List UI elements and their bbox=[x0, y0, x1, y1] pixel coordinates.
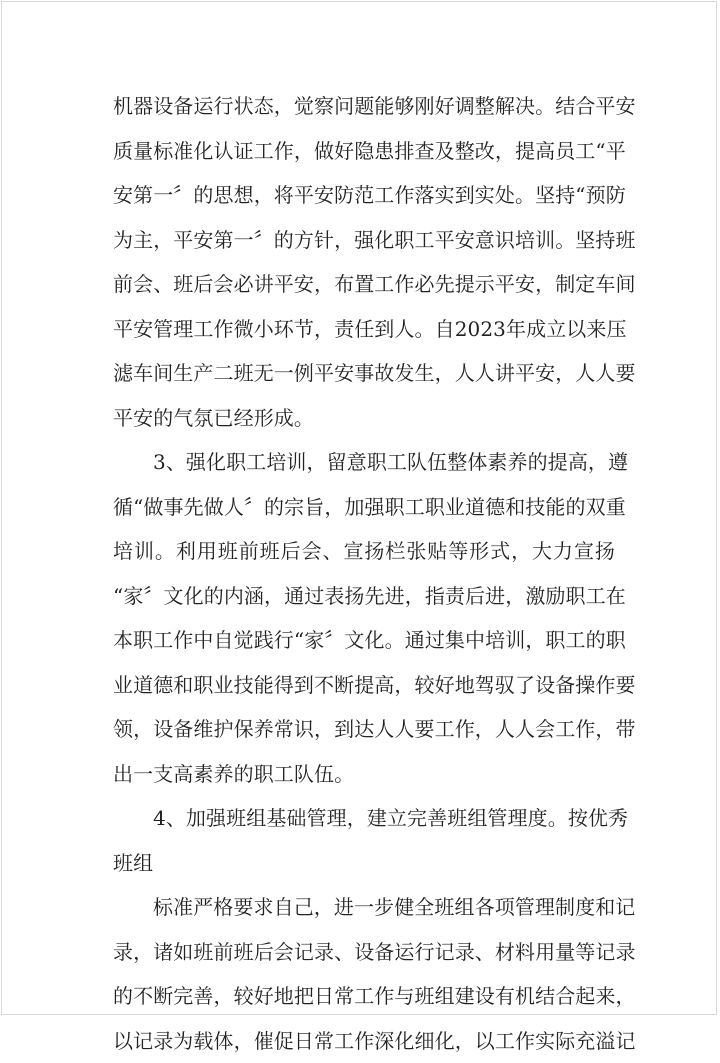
text-line: 滤车间生产二班无一例平安事故发生，人人讲平安，人人要 bbox=[113, 351, 615, 396]
text-line: 3、强化职工培训，留意职工队伍整体素养的提高，遵 bbox=[113, 440, 615, 485]
text-line: 标准严格要求自己，进一步健全班组各项管理制度和记 bbox=[113, 885, 615, 930]
text-line: “家〞文化的内涵，通过表扬先进，指责后进，激励职工在 bbox=[113, 574, 615, 619]
document-page bbox=[1, 1, 717, 1015]
text-line: 录，诸如班前班后会记录、设备运行记录、材料用量等记录 bbox=[113, 930, 615, 975]
text-line: 平安的气氛已经形成。 bbox=[113, 396, 615, 441]
text-line: 平安管理工作微小环节，责任到人。自2023年成立以来压 bbox=[113, 307, 615, 352]
text-line: 的不断完善，较好地把日常工作与班组建设有机结合起来， bbox=[113, 974, 615, 1019]
text-line: 质量标准化认证工作，做好隐患排查及整改，提高员工“平 bbox=[113, 129, 615, 174]
text-line: 领，设备维护保养常识，到达人人要工作，人人会工作，带 bbox=[113, 707, 615, 752]
text-line: 4、加强班组基础管理，建立完善班组管理度。按优秀 bbox=[113, 796, 615, 841]
text-line: 前会、班后会必讲平安，布置工作必先提示平安，制定车间 bbox=[113, 262, 615, 307]
text-line: 循“做事先做人〞的宗旨，加强职工职业道德和技能的双重 bbox=[113, 485, 615, 530]
text-line: 安第一〞的思想，将平安防范工作落实到实处。坚持“预防 bbox=[113, 173, 615, 218]
text-line: 出一支高素养的职工队伍。 bbox=[113, 752, 615, 797]
text-line: 以记录为载体，催促日常工作深化细化，以工作实际充溢记 bbox=[113, 1019, 615, 1063]
text-line: 班组 bbox=[113, 841, 615, 886]
text-line: 业道德和职业技能得到不断提高，较好地驾驭了设备操作要 bbox=[113, 663, 615, 708]
text-line: 本职工作中自觉践行“家〞文化。通过集中培训，职工的职 bbox=[113, 618, 615, 663]
text-line: 机器设备运行状态，觉察问题能够刚好调整解决。结合平安 bbox=[113, 84, 615, 129]
text-line: 为主，平安第一〞的方针，强化职工平安意识培训。坚持班 bbox=[113, 218, 615, 263]
text-line: 培训。利用班前班后会、宣扬栏张贴等形式，大力宣扬 bbox=[113, 529, 615, 574]
body-text bbox=[113, 84, 615, 1063]
